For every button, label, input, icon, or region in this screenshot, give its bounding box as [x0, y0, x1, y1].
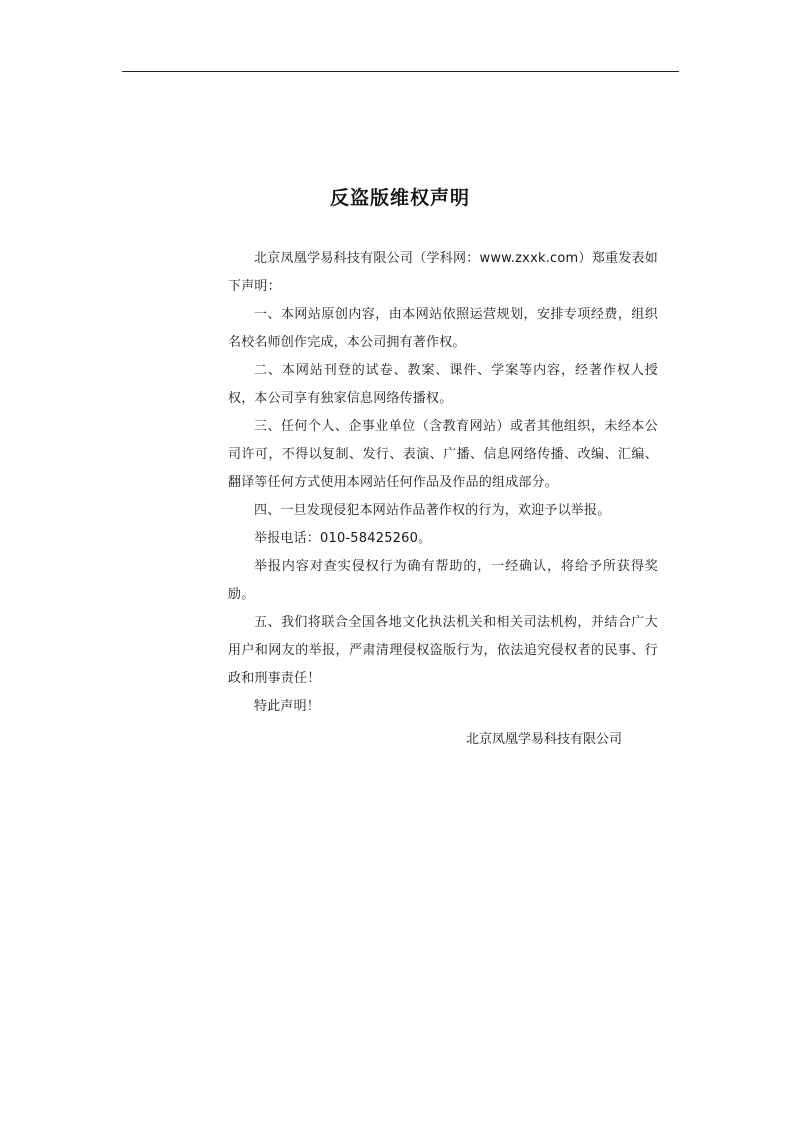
clause-two-paragraph: 二、本网站刊登的试卷、教案、课件、学案等内容，经著作权人授权，本公司享有独家信息网络传播权。 — [228, 363, 658, 406]
document-body — [228, 245, 658, 721]
clause-four-paragraph: 四、一旦发现侵犯本网站作品著作权的行为，欢迎予以举报。 — [254, 503, 611, 518]
company-signature: 北京凤凰学易科技有限公司 — [466, 732, 623, 747]
header-rule — [122, 71, 679, 72]
clause-one-paragraph: 一、本网站原创内容，由本网站依照运营规划，安排专项经费，组织名校名师创作完成，本公司拥有著作权。 — [228, 307, 658, 350]
intro-paragraph: 北京凤凰学易科技有限公司（学科网：www.zxxk.com）郑重发表如下声明： — [228, 251, 658, 294]
clause-five-paragraph: 五、我们将联合全国各地文化执法机关和相关司法机构，并结合广大用户和网友的举报，严肃清理侵权盗版行为，依法追究侵权者的民事、行政和刑事责任！ — [228, 615, 658, 686]
clause-three-paragraph: 三、任何个人、企事业单位（含教育网站）或者其他组织，未经本公司许可，不得以复制、发行、表演、广播、信息网络传播、改编、汇编、翻译等任何方式使用本网站任何作品及作品的组成部分。 — [228, 419, 658, 490]
document-title: 反盗版维权声明 — [329, 187, 470, 209]
report-reward-paragraph: 举报内容对查实侵权行为确有帮助的，一经确认，将给予所获得奖励。 — [228, 559, 658, 602]
closing-paragraph: 特此声明！ — [254, 699, 321, 714]
report-phone-paragraph: 举报电话：010-58425260。 — [254, 531, 432, 546]
